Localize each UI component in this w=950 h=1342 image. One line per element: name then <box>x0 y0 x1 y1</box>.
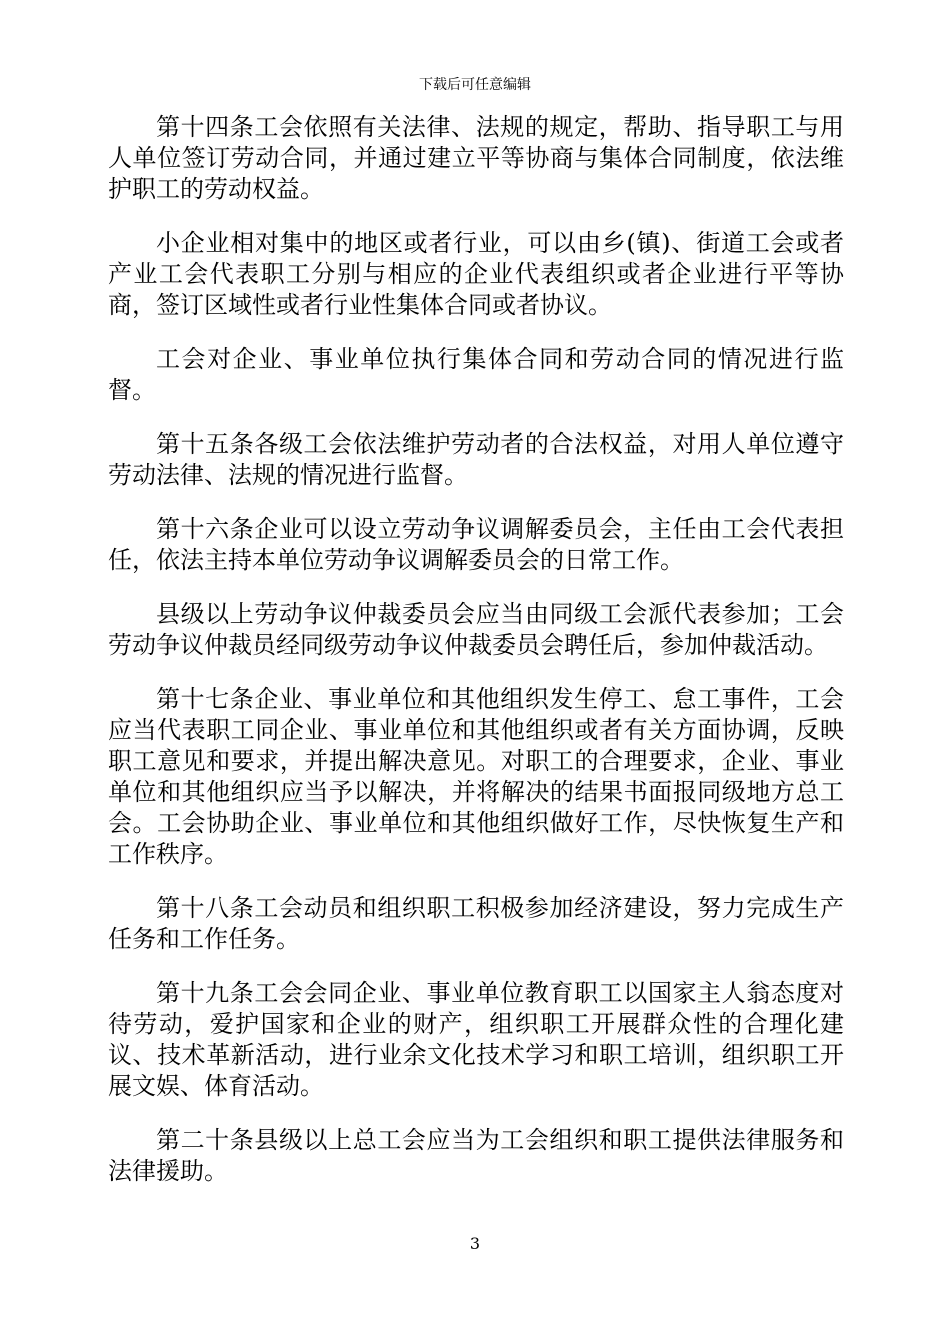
paragraph-article-14: 第十四条工会依照有关法律、法规的规定，帮助、指导职工与用人单位签订劳动合同，并通过建立平等协商与集体合同制度，依法维护职工的劳动权益。 <box>108 113 844 203</box>
paragraph-article-16: 第十六条企业可以设立劳动争议调解委员会，主任由工会代表担任，依法主持本单位劳动争议调解委员会的日常工作。 <box>108 515 844 574</box>
paragraph-contract-supervision: 工会对企业、事业单位执行集体合同和劳动合同的情况进行监督。 <box>108 345 844 404</box>
paragraph-article-15: 第十五条各级工会依法维护劳动者的合法权益，对用人单位遵守劳动法律、法规的情况进行监督。 <box>108 430 844 489</box>
paragraph-article-18: 第十八条工会动员和组织职工积极参加经济建设，努力完成生产任务和工作任务。 <box>108 894 844 953</box>
page-header: 下载后可任意编辑 <box>419 77 531 93</box>
paragraph-article-20: 第二十条县级以上总工会应当为工会组织和职工提供法律服务和法律援助。 <box>108 1126 844 1185</box>
paragraph-article-19: 第十九条工会会同企业、事业单位教育职工以国家主人翁态度对待劳动，爱护国家和企业的财产，组织职工开展群众性的合理化建议、技术革新活动，进行业余文化技术学习和职工培训，组织职工开展文娱、体育活动。 <box>108 979 844 1100</box>
paragraph-arbitration: 县级以上劳动争议仲裁委员会应当由同级工会派代表参加；工会劳动争议仲裁员经同级劳动争议仲裁委员会聘任后，参加仲裁活动。 <box>108 600 844 659</box>
paragraph-article-17: 第十七条企业、事业单位和其他组织发生停工、怠工事件，工会应当代表职工同企业、事业单位和其他组织或者有关方面协调，反映职工意见和要求，并提出解决意见。对职工的合理要求，企业、事业单位和其他组织应当予以解决，并将解决的结果书面报同级地方总工会。工会协助企业、事业单位和其他组织做好工作，尽快恢复生产和工作秩序。 <box>108 685 844 868</box>
document-body <box>108 112 844 1210</box>
page-number: 3 <box>469 1234 481 1253</box>
paragraph-small-enterprises: 小企业相对集中的地区或者行业，可以由乡(镇)、街道工会或者产业工会代表职工分别与相应的企业代表组织或者企业进行平等协商，签订区域性或者行业性集体合同或者协议。 <box>108 229 844 319</box>
